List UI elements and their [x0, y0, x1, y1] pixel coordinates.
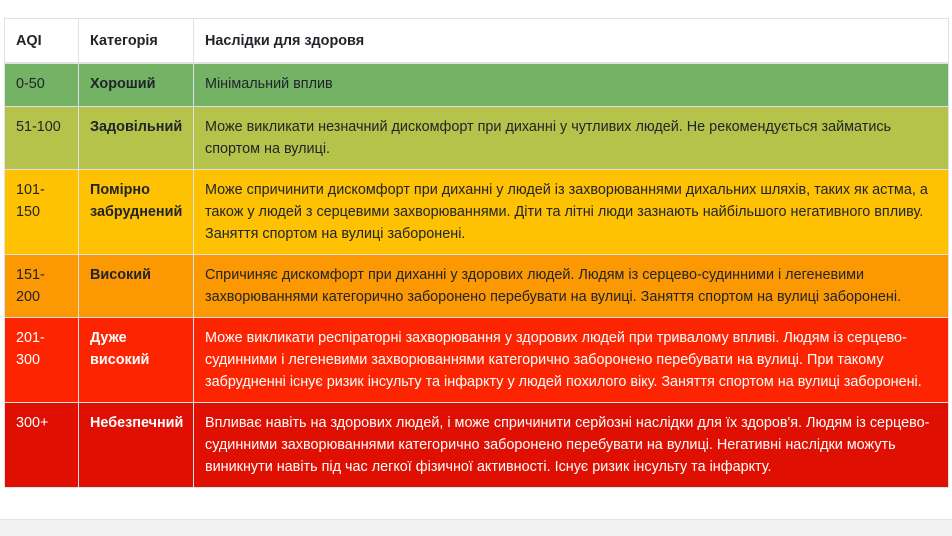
- header-effects: Наслідки для здоровя: [194, 19, 949, 64]
- aqi-range-cell: 151-200: [5, 255, 79, 318]
- aqi-range-cell: 0-50: [5, 63, 79, 107]
- table-row-moderately-polluted: [5, 170, 949, 255]
- category-cell: Задовільний: [79, 107, 194, 170]
- table-header: [5, 19, 949, 64]
- effects-cell: Може спричинити дискомфорт при диханні у людей із захворюваннями дихальних шляхів, таких як астма, а також у людей з серцевими захворюваннями. Діти та літні люди зазнають найбільшого негативного впливу. Заняття спортом на вулиці заборонені.: [194, 170, 949, 255]
- effects-cell: Може викликати респіраторні захворювання у здорових людей при тривалому впливі. Людям із серцево-судинними і легеневими захворюваннями категорично заборонено перебувати на вулиці. При такому забрудненні існує ризик інсульту та інфаркту у людей похилого віку. Заняття спортом на вулиці заборонені.: [194, 318, 949, 403]
- aqi-range-cell: 101-150: [5, 170, 79, 255]
- table-row-hazardous: [5, 403, 949, 488]
- aqi-table: [4, 18, 949, 488]
- category-cell: Помірно забруднений: [79, 170, 194, 255]
- category-cell: Дуже високий: [79, 318, 194, 403]
- effects-cell: Впливає навіть на здорових людей, і може спричинити серйозні наслідки для їх здоров'я. Людям із серцево-судинними захворюваннями категорично заборонено перебувати на вулиці. Негативні наслідки можуть виникнути навіть під час легкої фізичної активності. Існує ризик інсульту та інфаркту.: [194, 403, 949, 488]
- table-row-moderate: [5, 107, 949, 170]
- header-category: Категорія: [79, 19, 194, 64]
- header-row: [5, 19, 949, 64]
- category-cell: Небезпечний: [79, 403, 194, 488]
- table-body: [5, 63, 949, 488]
- aqi-range-cell: 51-100: [5, 107, 79, 170]
- category-cell: Високий: [79, 255, 194, 318]
- table-row-high: [5, 255, 949, 318]
- table-row-good: [5, 63, 949, 107]
- table-row-very-high: [5, 318, 949, 403]
- effects-cell: Може викликати незначний дискомфорт при диханні у чутливих людей. Не рекомендується займатись спортом на вулиці.: [194, 107, 949, 170]
- aqi-range-cell: 201-300: [5, 318, 79, 403]
- category-cell: Хороший: [79, 63, 194, 107]
- effects-cell: Мінімальний вплив: [194, 63, 949, 107]
- effects-cell: Спричиняє дискомфорт при диханні у здорових людей. Людям із серцево-судинними і легеневими захворюваннями категорично заборонено перебувати на вулиці. Заняття спортом на вулиці заборонені.: [194, 255, 949, 318]
- aqi-range-cell: 300+: [5, 403, 79, 488]
- header-aqi: AQI: [5, 19, 79, 64]
- aqi-table-container: [4, 18, 948, 488]
- page-footer-strip: [0, 519, 952, 536]
